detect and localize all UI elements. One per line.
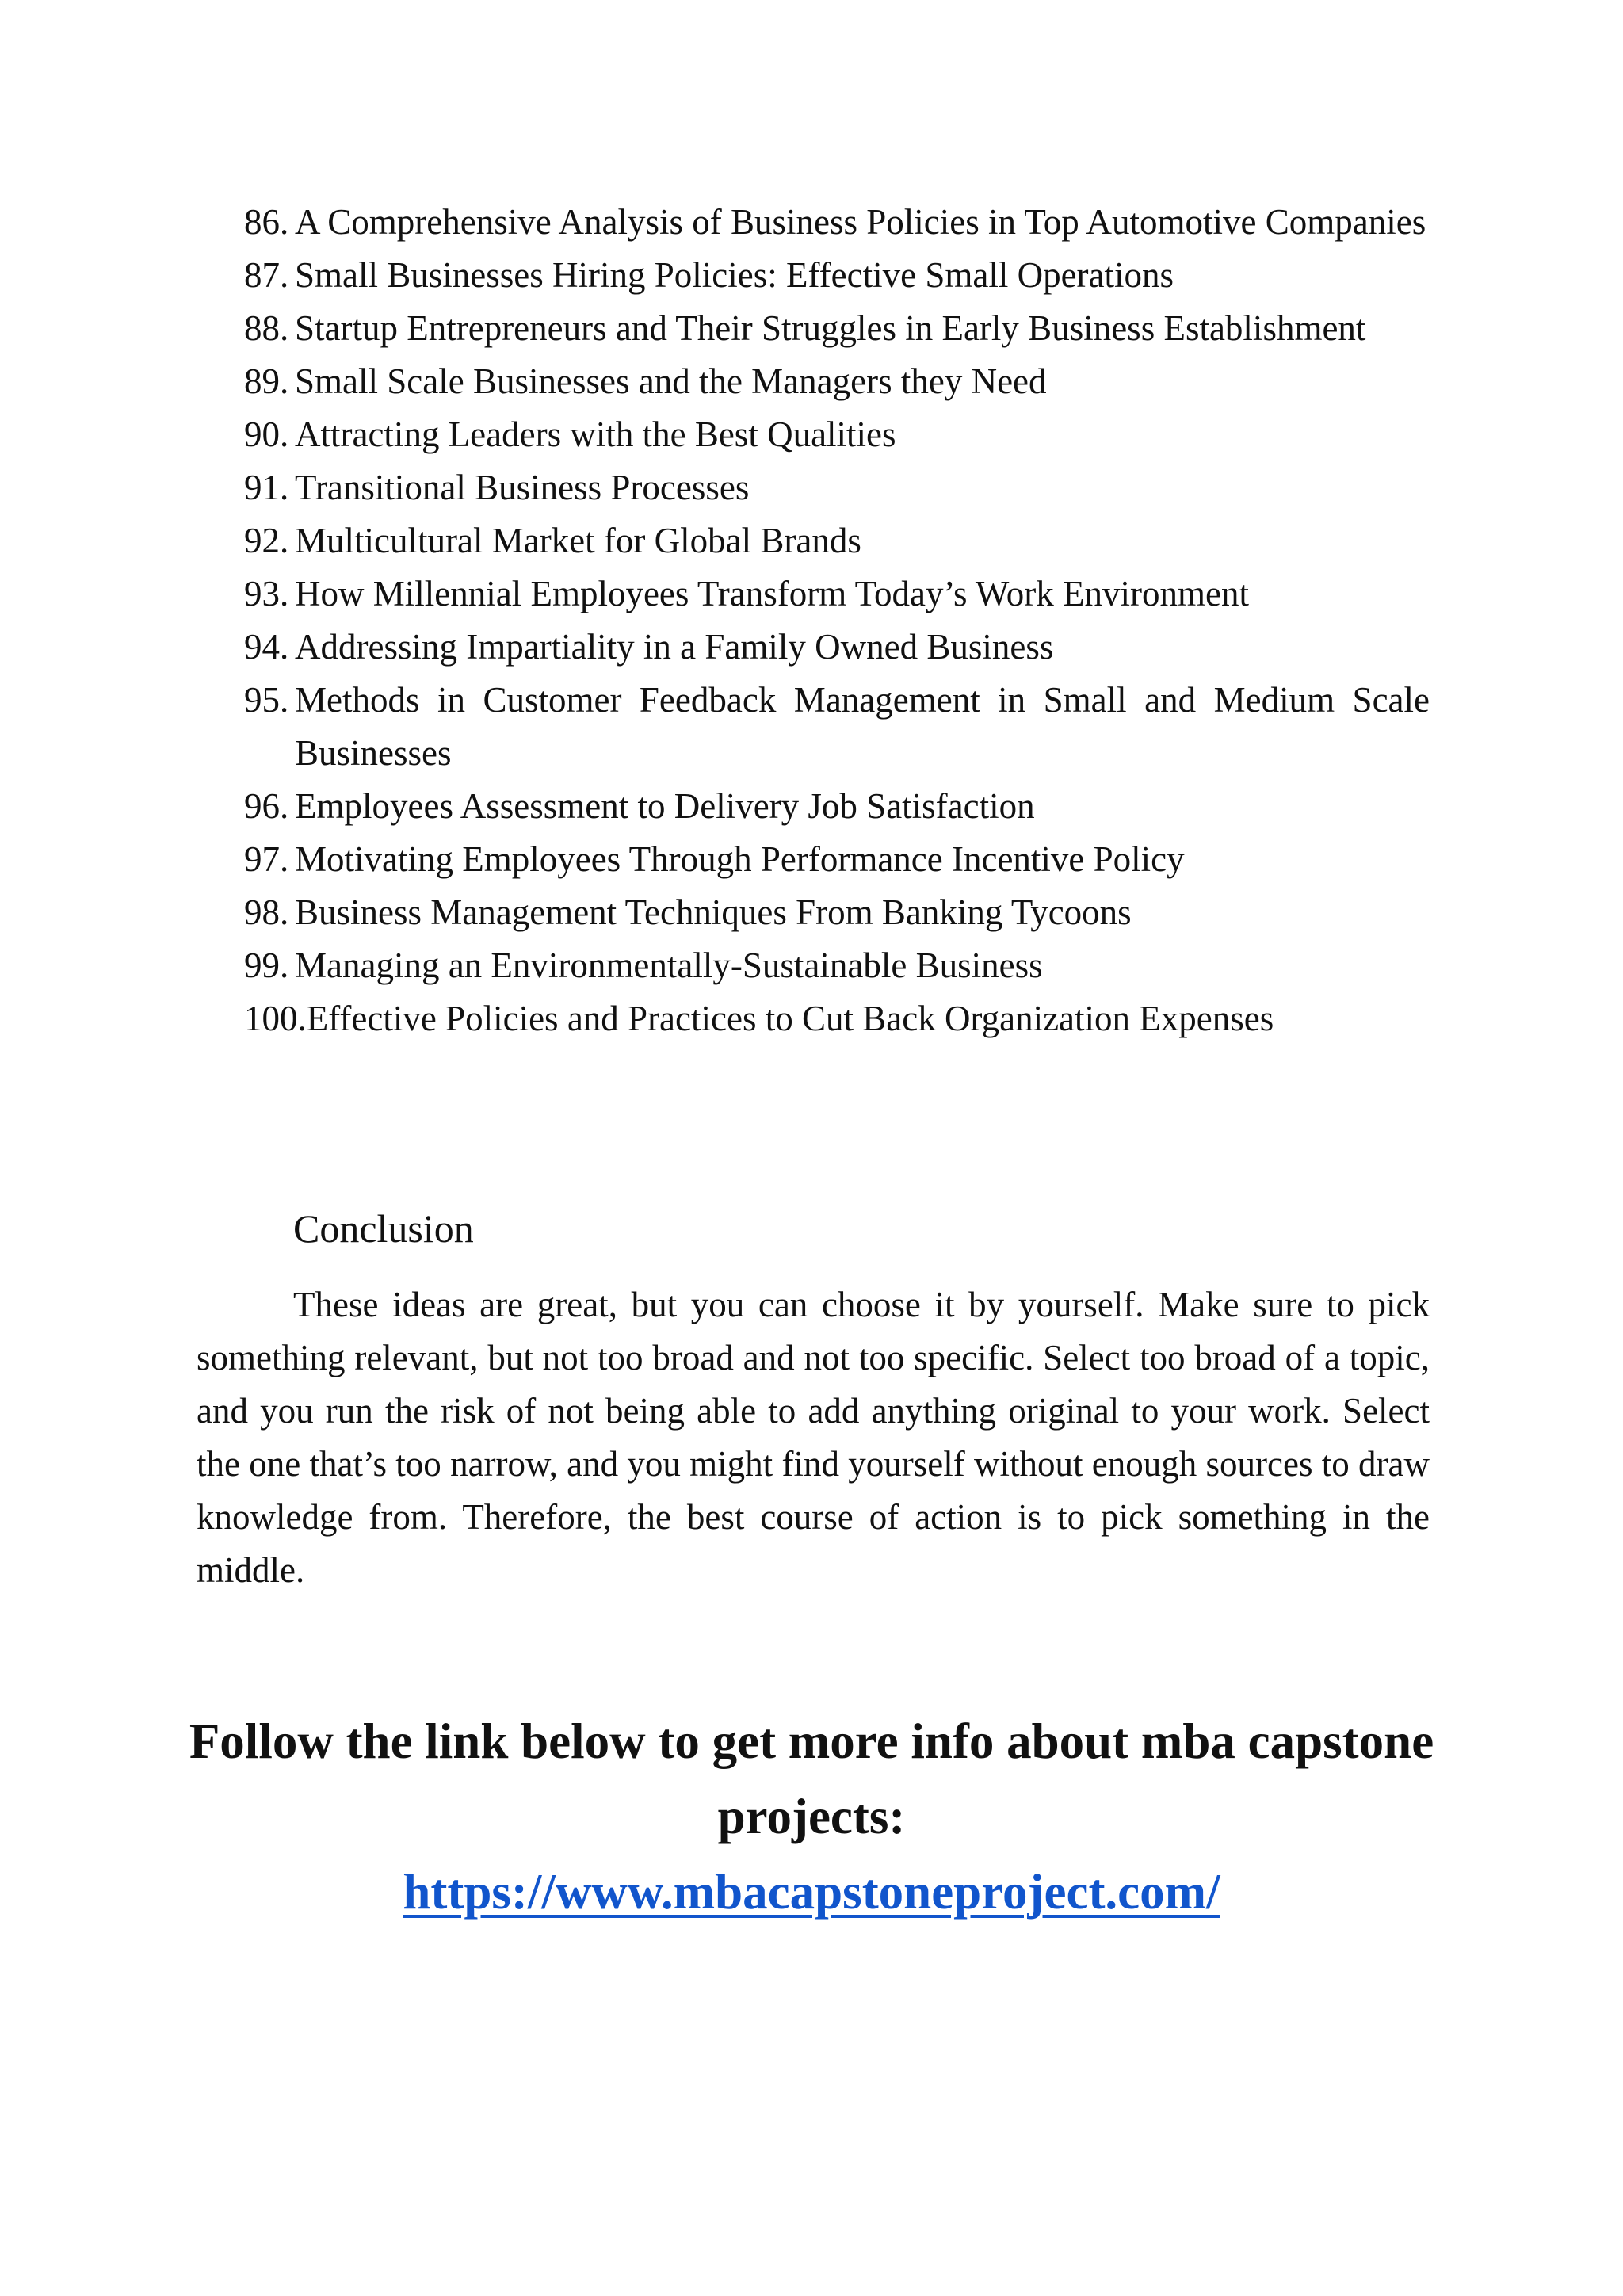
list-number: 97. xyxy=(244,839,289,879)
list-number: 95. xyxy=(244,680,289,720)
list-number: 94. xyxy=(244,627,289,667)
list-number: 91. xyxy=(244,468,289,507)
conclusion-heading: Conclusion xyxy=(293,1206,474,1251)
list-item xyxy=(244,833,1430,886)
list-text: Motivating Employees Through Performance Incentive Policy xyxy=(295,839,1185,879)
cta-block xyxy=(158,1704,1465,1930)
list-number: 96. xyxy=(244,786,289,826)
list-item xyxy=(244,196,1430,249)
list-text: Attracting Leaders with the Best Qualities xyxy=(295,415,896,454)
list-text: Small Scale Businesses and the Managers they Need xyxy=(295,361,1047,401)
list-number: 87. xyxy=(244,255,289,295)
list-number: 98. xyxy=(244,892,289,932)
list-item xyxy=(244,355,1430,408)
list-number: 89. xyxy=(244,361,289,401)
list-text: Transitional Business Processes xyxy=(295,468,750,507)
topic-list xyxy=(244,196,1430,1045)
list-item xyxy=(244,567,1430,621)
list-number: 86. xyxy=(244,202,289,242)
list-text: Multicultural Market for Global Brands xyxy=(295,521,861,560)
list-item xyxy=(244,461,1430,514)
list-text: Small Businesses Hiring Policies: Effective Small Operations xyxy=(295,255,1174,295)
list-item xyxy=(244,302,1430,355)
list-number: 92. xyxy=(244,521,289,560)
list-text: Employees Assessment to Delivery Job Satisfaction xyxy=(295,786,1035,826)
list-item xyxy=(244,780,1430,833)
list-text: Business Management Techniques From Banking Tycoons xyxy=(295,892,1132,932)
list-item xyxy=(244,621,1430,674)
list-number: 88. xyxy=(244,308,289,348)
list-text: Managing an Environmentally-Sustainable Business xyxy=(295,946,1043,985)
list-text: Effective Policies and Practices to Cut Back Organization Expenses xyxy=(306,999,1274,1038)
list-item xyxy=(244,674,1430,780)
list-number: 93. xyxy=(244,574,289,613)
list-item xyxy=(244,514,1430,567)
list-item xyxy=(244,408,1430,461)
list-item xyxy=(244,886,1430,939)
website-link[interactable]: https://www.mbacapstoneproject.com/ xyxy=(403,1864,1220,1920)
list-item xyxy=(244,992,1430,1045)
list-text: Startup Entrepreneurs and Their Struggles in Early Business Establishment xyxy=(295,308,1366,348)
list-item xyxy=(244,939,1430,992)
list-text: How Millennial Employees Transform Today’s Work Environment xyxy=(295,574,1249,613)
list-number: 90. xyxy=(244,415,289,454)
list-text: Methods in Customer Feedback Management in Small and Medium Scale Businesses xyxy=(295,680,1430,773)
conclusion-paragraph: These ideas are great, but you can choose it by yourself. Make sure to pick something relevant, but not too broad and not too specific. Select too broad of a topic, and you run the risk of not being able to add anything original to your work. Select the one that’s too narrow, and you might find yourself without enough sources to draw knowledge from. Therefore, the best course of action is to pick something in the middle. xyxy=(197,1285,1430,1590)
list-number: 100. xyxy=(244,999,307,1038)
list-text: Addressing Impartiality in a Family Owned Business xyxy=(295,627,1054,667)
cta-text: Follow the link below to get more info about mba capstone projects: xyxy=(189,1713,1434,1844)
list-text: A Comprehensive Analysis of Business Policies in Top Automotive Companies xyxy=(295,202,1426,242)
list-item xyxy=(244,249,1430,302)
list-number: 99. xyxy=(244,946,289,985)
